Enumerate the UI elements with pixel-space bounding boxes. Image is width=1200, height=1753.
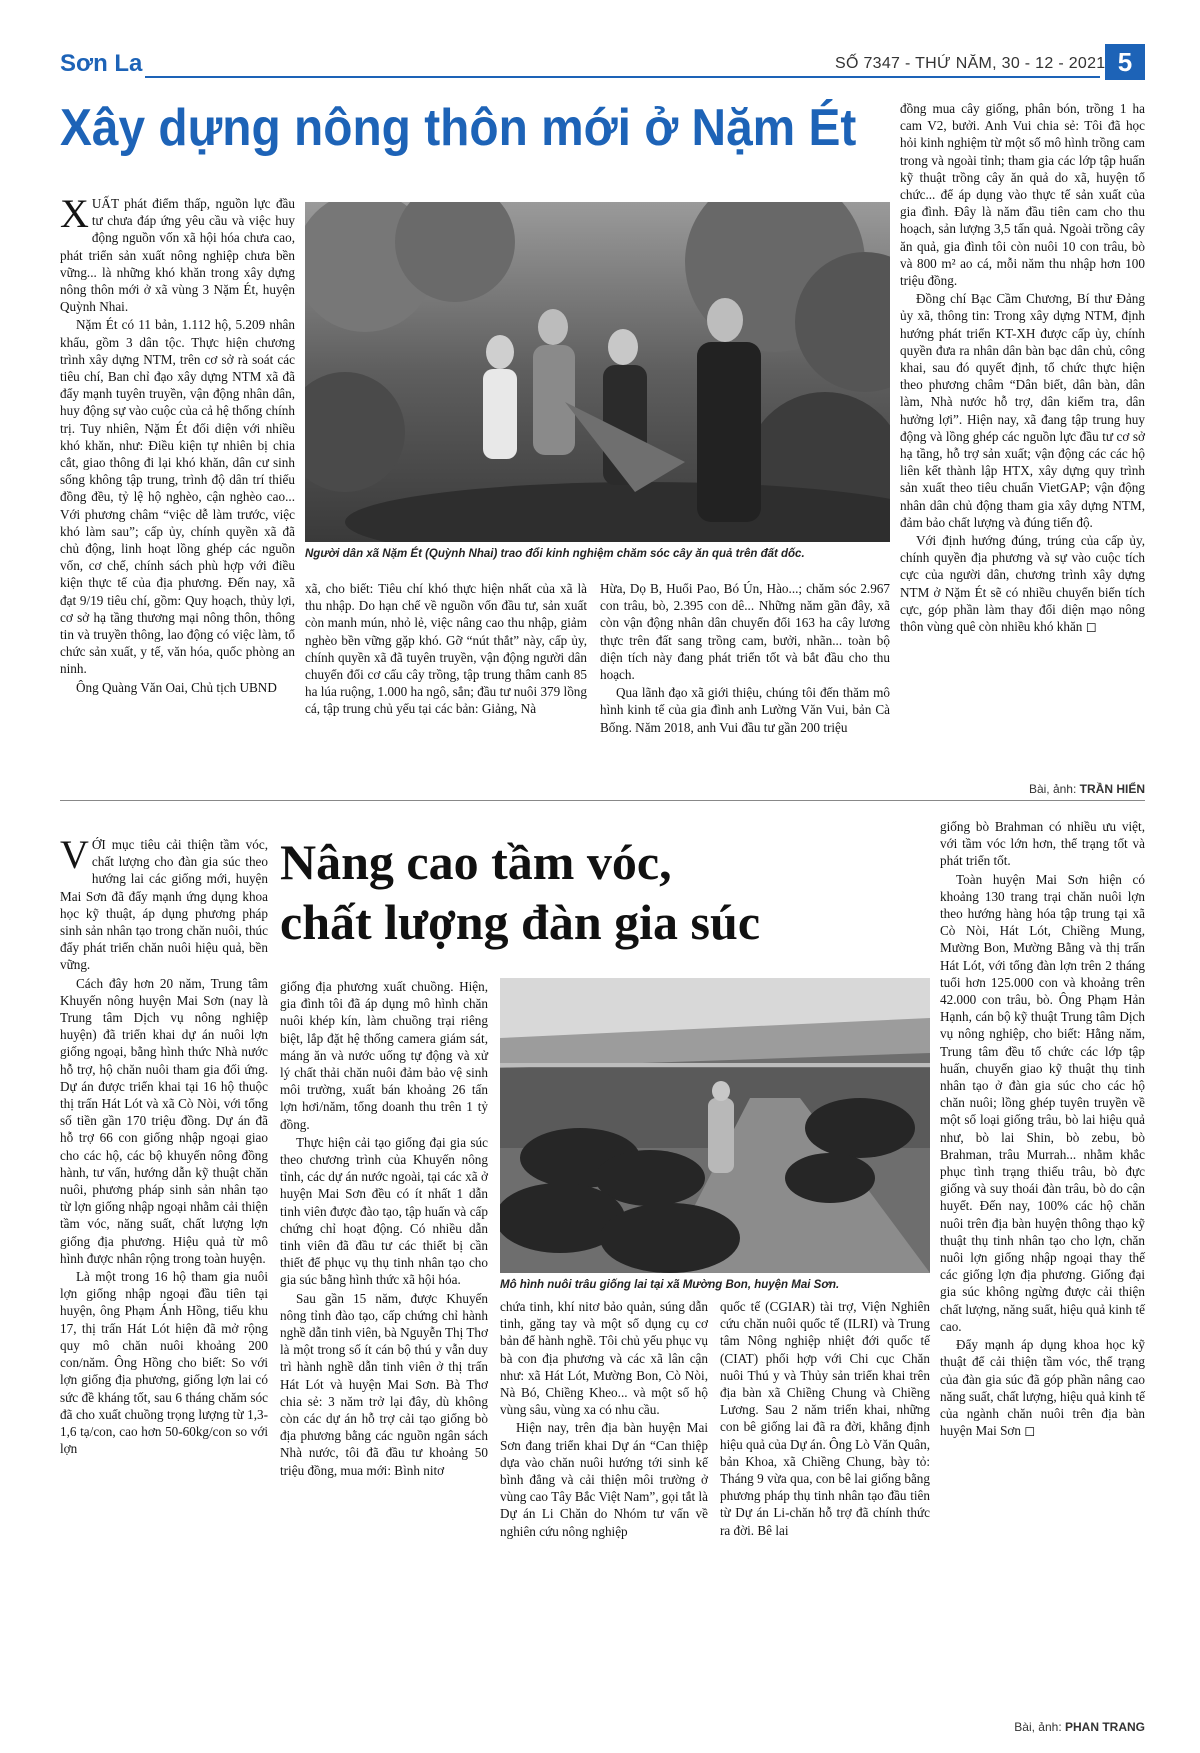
paragraph: Qua lãnh đạo xã giới thiệu, chúng tôi đến thăm mô hình kinh tế của gia đình anh Lường Văn Vui, bản Cà Bống. Năm 2018, anh Vui đầu tư gần 200 triệu xyxy=(600,685,890,735)
article2-col5 xyxy=(940,818,1145,1718)
article2-title-line1: Nâng cao tầm vóc, xyxy=(280,834,672,890)
paragraph: quốc tế (CGIAR) tài trợ, Viện Nghiên cứu chăn nuôi quốc tế (ILRI) và Trung tâm Nông nghiệp nhiệt đới quốc tế (CIAT) phối hợp với Chi cục Chăn nuôi Thú y và Thủy sản triển khai trên địa bàn xã Chiềng Chung và Chiềng Lương. Sau 2 năm triển khai, những con bê giống lai đã ra đời, khẳng định hiệu quả của Dự án. Ông Lò Văn Quân, bản Khoa, xã Chiềng Chung, bày tỏ: Tháng 9 vừa qua, con bê lai giống bằng phương pháp thụ tinh nhân tạo đầu tiên từ Dự án Li-chăn hỗ trợ đã chính thức ra đời. Bê lai xyxy=(720,1299,930,1538)
article2-byline xyxy=(940,1720,1145,1734)
paragraph: Nặm Ét có 11 bản, 1.112 hộ, 5.209 nhân khẩu, gồm 3 dân tộc. Thực hiện chương trình xây dựng NTM, trên cơ sở rà soát các tiêu chí, Ban chỉ đạo xây dựng NTM xã đã đẩy mạnh tuyên truyền, vận động nhân dân, huy động sự vào cuộc của cả hệ thống chính trị. Tuy nhiên, Nặm Ét đối diện với nhiều khó khăn, như: Điều kiện tự nhiên bị chia cắt, giao thông đi lại khó khăn, dân cư sinh sống không tập trung, trình độ dân trí thiếu đồng đều, tỷ lệ hộ nghèo, cận nghèo cao... Với phương châm “việc dễ làm trước, việc khó làm sau”; cấp ủy, chính quyền xã đã chủ động, linh hoạt lồng ghép các nguồn vốn, cơ chế, chính sách phù hợp với điều kiện thực tế của địa phương. Đến nay, xã đạt 9/19 tiêu chí, gồm: Quy hoạch, thủy lợi, cơ sở hạ tầng thương mại nông thôn, thông tin và truyền thông, lao động có việc làm, tổ chức sản xuất, y tế, văn hóa, quốc phòng an ninh. xyxy=(60,317,295,677)
byline-author: PHAN TRANG xyxy=(1065,1720,1145,1734)
paragraph: giống địa phương xuất chuồng. Hiện, gia đình tôi đã áp dụng mô hình chăn nuôi khép kín, làm chuồng trại riêng biệt, lắp đặt hệ thống camera giám sát, máng ăn và nước uống tự động và xử lý chất thải chăn nuôi đảm bảo vệ sinh môi trường, xuất bán khoảng 26 tấn lợn hơi/năm, tổng doanh thu trên 1 tỷ đồng. xyxy=(280,979,488,1132)
paragraph: Ông Quàng Văn Oai, Chủ tịch UBND xyxy=(76,679,277,695)
article2-col4 xyxy=(720,1298,930,1738)
paragraph: Là một trong 16 hộ tham gia nuôi lợn giống nhập ngoại đầu tiên tại huyện, ông Phạm Ánh Hồng, tiểu khu 17, thị trấn Hát Lót hiện đã mở rộng quy mô chăn nuôi khoảng 200 con/năm. Ông Hồng cho biết: So với lợn giống địa phương, giống lợn lai có sức đề kháng tốt, sau 6 tháng chăm sóc đã cho xuất chuồng trọng lượng từ 1,3-1,6 tạ/con, cao hơn 50-60kg/con so với lợn xyxy=(60,1269,268,1457)
issue-info: SỐ 7347 - THỨ NĂM, 30 - 12 - 2021 xyxy=(835,55,1106,72)
byline-prefix: Bài, ảnh: xyxy=(1014,1720,1062,1734)
article2-caption: Mô hình nuôi trâu giống lai tại xã Mường Bon, huyện Mai Sơn. xyxy=(500,1279,840,1291)
article2-col3 xyxy=(500,1298,708,1738)
paragraph: Với định hướng đúng, trúng của cấp ủy, chính quyền địa phương và sự vào cuộc tích cực của người dân, chương trình xây dựng NTM ở Nặm Ét sẽ có nhiều chuyển biến tích cực, góp phần làm thay đổi diện mạo nông thôn vùng quê còn nhiều khó khăn ◻ xyxy=(900,533,1145,635)
article1-caption: Người dân xã Nặm Ét (Quỳnh Nhai) trao đổi kinh nghiệm chăm sóc cây ăn quả trên đất dốc. xyxy=(305,548,805,560)
paragraph: Thực hiện cải tạo giống đại gia súc theo chương trình của Khuyến nông tỉnh, các dự án nước ngoài, tại các xã ở huyện Mai Sơn đều có ít nhất 1 dẫn tinh viên được đào tạo, tập huấn và cấp chứng chỉ hoạt động. Có nhiều dẫn tinh viên đã đầu tư các thiết bị cần thiết để phục vụ thụ tinh nhân tạo cho gia súc bằng hình thức xã hội hóa. xyxy=(280,1134,488,1288)
dropcap: X xyxy=(60,191,89,236)
article2-col2 xyxy=(280,978,488,1738)
paragraph: đồng mua cây giống, phân bón, trồng 1 ha cam V2, bưởi. Anh Vui chia sẻ: Tôi đã học hỏi kinh nghiệm từ một số mô hình trồng cam trong và ngoài tỉnh; tham gia các lớp tập huấn kỹ thuật trồng cây ăn quả do xã, huyện tổ chức... để áp dụng vào thực tế sản xuất của gia đình. Đây là năm đầu tiên cam cho thu hoạch, sản lượng 3,5 tấn quả. Ngoài trồng cây ăn quả, gia đình tôi còn nuôi 10 con trâu, bò và 800 m² ao cá, mỗi năm thu nhập hơn 100 triệu đồng. xyxy=(900,101,1145,289)
page-number: 5 xyxy=(1105,44,1145,80)
article2-title xyxy=(280,832,930,952)
paragraph: chứa tinh, khí nitơ bảo quản, súng dẫn tinh, găng tay và một số dụng cụ cơ bản để hành nghề. Tôi chủ yếu phục vụ bà con địa phương và các xã lân cận như: xã Hát Lót, Mường Bon, Cò Nòi, Nà Bó, Chiềng Kheo... và một số hộ vùng sâu, vùng xa có nhu cầu. xyxy=(500,1299,708,1418)
article1-byline xyxy=(900,782,1145,796)
byline-prefix: Bài, ảnh: xyxy=(1028,782,1077,796)
paragraph: Sau gần 15 năm, được Khuyến nông tỉnh đào tạo, cấp chứng chỉ hành nghề dẫn tinh viên, bà Nguyễn Thị Thơ là một trong số ít cán bộ thú y vẫn duy trì hành nghề dẫn tinh viên ở thị trấn Hát Lót và huyện Mai Sơn. Bà Thơ chia sẻ: 3 năm trở lại đây, dù không còn các dự án hỗ trợ cải tạo giống bò địa phương bằng các nguồn ngân sách Nhà nước, tôi đã đầu tư khoảng 50 triệu đồng, mua mới: Bình nitơ xyxy=(280,1290,488,1478)
article2-col1 xyxy=(60,832,268,1736)
article2-title-line2: chất lượng đàn gia súc xyxy=(280,894,761,950)
paragraph: giống bò Brahman có nhiều ưu việt, với tầm vóc lớn hơn, thể trạng tốt và phát triển tốt. xyxy=(940,819,1145,869)
paragraph: xã, cho biết: Tiêu chí khó thực hiện nhất của xã là thu nhập. Do hạn chế về nguồn vốn đầu tư, sản xuất còn manh mún, nhỏ lẻ, việc nâng cao thu nhập, giảm nghèo bền vững gặp khó. Gỡ “nút thắt” này, cấp ủy, chính quyền xã đã tuyên truyền, vận động người dân chuyển đổi cơ cấu cây trồng, tập trung thâm canh 85 ha lúa ruộng, 1.000 ha ngô, sắn; đầu tư nuôi 379 lồng cá, tập trung chủ yếu tại các bản: Giảng, Nà xyxy=(305,581,587,717)
byline-author: TRẦN HIỂN xyxy=(1079,782,1145,796)
article-separator xyxy=(60,800,1145,801)
orchard-photo-image xyxy=(305,202,890,542)
paragraph: Cách đây hơn 20 năm, Trung tâm Khuyến nông huyện Mai Sơn (nay là Trung tâm Dịch vụ nông nghiệp huyện) đã triển khai dự án nuôi lợn giống ngoại, bằng hình thức Nhà nước hỗ trợ, hộ chăn nuôi tham gia đối ứng. Dự án được triển khai tại 16 hộ thuộc thị trấn Hát Lót và xã Cò Nòi, với tổng số tiền gần 170 triệu đồng. Dự án đã hỗ trợ 66 con giống nhập ngoại giao cho các hộ, các bộ khuyến nông đồng hành, tư vấn, hướng dẫn kỹ thuật chăn nuôi, phương pháp sinh sản nhân tạo từ lợn giống nhập ngoại nhằm cải thiện tầm vóc, năng suất, chất lượng lợn giống địa phương. Hiệu quả từ mô hình được nhân rộng trong toàn huyện. xyxy=(60,975,268,1266)
header-rule xyxy=(145,76,1100,78)
article1-col2 xyxy=(305,580,587,795)
paragraph: Toàn huyện Mai Sơn hiện có khoảng 130 trang trại chăn nuôi lợn theo hướng hàng hóa tập trung tại xã Cò Nòi, Hát Lót, Chiềng Mung, Mường Bon, Mường Bằng và thị trấn Hát Lót, với tổng đàn lợn trên 2 tháng tuổi hơn 125.000 con và khoảng trên 42.000 con trâu, bò. Ông Phạm Hản Hạnh, cán bộ kỹ thuật Trung tâm Dịch vụ nông nghiệp, cho biết: Hằng năm, Trung tâm đều tổ chức các lớp tập huấn, chuyển giao kỹ thuật thụ tinh nhân tạo ở đàn gia súc cho các hộ chăn nuôi; lồng ghép tuyên truyền về một số loại giống trâu, bò lai hiệu quả như, bò lai Shin, bò zebu, bò Brahman, trâu Murrah... nhằm khắc phục tình trạng thiếu trâu, bò đực giống và suy thoái đàn trâu, bò do cận huyết. Đến nay, 100% các hộ chăn nuôi trên địa bàn huyện thông thạo kỹ thuật thụ tinh nhân tạo cho lợn, chăn nuôi lợn giống nhập ngoại thay thế các giống lợn địa phương. Giống đại gia súc không ngừng được cải thiện chất lượng, năng suất, hiệu quả kinh tế cao. xyxy=(940,871,1145,1334)
buffalo-farm-image xyxy=(500,978,930,1273)
article1-col3 xyxy=(600,580,890,795)
paragraph: Hiện nay, trên địa bàn huyện Mai Sơn đang triển khai Dự án “Can thiệp dựa vào chăn nuôi hướng tới sinh kế bình đẳng và cải thiện môi trường ở vùng cao Tây Bắc Việt Nam”, gọi tắt là Dự án Li Chăn do Nhóm tư vấn về nghiên cứu nông nghiệp xyxy=(500,1420,708,1539)
article1-col1 xyxy=(60,191,295,795)
paragraph: ỚI mục tiêu cải thiện tầm vóc, chất lượng cho đàn gia súc theo hướng lai các giống mới, huyện Mai Sơn đã đẩy mạnh ứng dụng khoa học kỹ thuật, áp dụng phương pháp sinh sản nhân tạo trong chăn nuôi, thúc đẩy phát triển chăn nuôi hiệu quả, bền vững. xyxy=(60,837,268,973)
paragraph: UẤT phát điểm thấp, nguồn lực đầu tư chưa đáp ứng yêu cầu và việc huy động nguồn vốn xã hội hóa chưa cao, phát triển sản xuất nông nghiệp chưa bền vững... là những khó khăn trong xây dựng nông thôn mới ở xã vùng 3 Nặm Ét, huyện Quỳnh Nhai. xyxy=(60,196,295,315)
section-title: Sơn La xyxy=(60,50,143,77)
paragraph: Hừa, Dọ B, Huổi Pao, Bó Ún, Hào...; chăm sóc 2.967 con trâu, bò, 2.395 con dê... Những năm gần đây, xã còn vận động nhân dân chuyển đổi 163 ha cây lương thực trên đất sang trồng cam, bưởi, nhãn... toàn bộ diện tích này đang phát triển tốt và bắt đầu cho thu hoạch. xyxy=(600,581,890,683)
article1-title: Xây dựng nông thôn mới ở Nặm Ét xyxy=(60,99,857,157)
dropcap: V xyxy=(60,832,89,877)
article1-photo xyxy=(305,202,890,542)
article1-col4 xyxy=(900,100,1145,780)
paragraph: Đồng chí Bạc Cầm Chương, Bí thư Đảng ủy xã, thông tin: Trong xây dựng NTM, định hướng phát triển KT-XH được cấp ủy, chính quyền đưa ra nhân dân bàn bạc dân chủ, công khai, sau đó quyết định, tổ chức thực hiện theo phương châm “Dân biết, dân bàn, dân làm, Nhà nước hỗ trợ, dân kiểm tra, dân hưởng lợi”. Hiện nay, xã đang tập trung huy động và lồng ghép các nguồn lực đầu tư cơ sở hạ tầng, hỗ trợ sản xuất; vận động các các hộ liên kết thành lập HTX, xây dựng quy trình sản xuất theo tiêu chuẩn VietGAP; vận động nhân dân chủ động tham gia xây dựng NTM, đảm bảo chất lượng và đúng tiến độ. xyxy=(900,291,1145,530)
article2-photo xyxy=(500,978,930,1273)
paragraph: Đẩy mạnh áp dụng khoa học kỹ thuật để cải thiện tầm vóc, thể trạng của đàn gia súc đã góp phần nâng cao năng suất, chất lượng, hiệu quả kinh tế của ngành chăn nuôi trên địa bàn huyện Mai Sơn ◻ xyxy=(940,1337,1145,1439)
